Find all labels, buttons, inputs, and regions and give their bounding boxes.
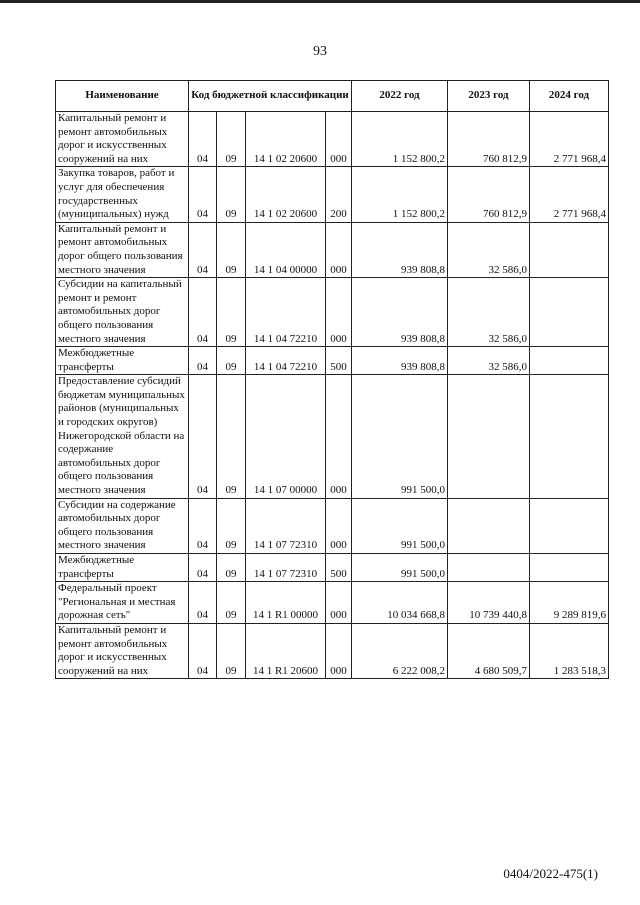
amount-2022: 1 152 800,2 bbox=[352, 167, 448, 222]
amount-2024: 2 771 968,4 bbox=[530, 112, 609, 167]
header-2022: 2022 год bbox=[352, 81, 448, 112]
row-name: Межбюджетные трансферты bbox=[56, 554, 189, 582]
code-expense-type: 000 bbox=[326, 112, 352, 167]
row-name: Субсидии на содержание автомобильных дорог общего пользования местного значения bbox=[56, 498, 189, 553]
page-number: 93 bbox=[313, 44, 327, 59]
amount-2023: 760 812,9 bbox=[448, 112, 530, 167]
code-target-article: 14 1 04 00000 bbox=[246, 222, 326, 277]
table-row bbox=[56, 347, 609, 375]
code-target-article: 14 1 07 72310 bbox=[246, 554, 326, 582]
amount-2024 bbox=[530, 278, 609, 347]
table-row bbox=[56, 498, 609, 553]
code-target-article: 14 1 02 20600 bbox=[246, 167, 326, 222]
table-row bbox=[56, 112, 609, 167]
code-subsection: 09 bbox=[217, 623, 246, 678]
amount-2022: 991 500,0 bbox=[352, 498, 448, 553]
row-name: Капитальный ремонт и ремонт автомобильных дорог общего пользования местного значения bbox=[56, 222, 189, 277]
amount-2023 bbox=[448, 554, 530, 582]
code-expense-type: 200 bbox=[326, 167, 352, 222]
amount-2024: 2 771 968,4 bbox=[530, 167, 609, 222]
header-code: Код бюджетной классификации bbox=[189, 81, 352, 112]
amount-2023: 32 586,0 bbox=[448, 347, 530, 375]
code-subsection: 09 bbox=[217, 167, 246, 222]
code-section: 04 bbox=[189, 582, 217, 624]
row-name: Капитальный ремонт и ремонт автомобильных дорог и искусственных сооружений на них bbox=[56, 112, 189, 167]
code-subsection: 09 bbox=[217, 582, 246, 624]
code-section: 04 bbox=[189, 112, 217, 167]
amount-2024 bbox=[530, 375, 609, 498]
code-section: 04 bbox=[189, 222, 217, 277]
row-name: Закупка товаров, работ и услуг для обеспечения государственных (муниципальных) нужд bbox=[56, 167, 189, 222]
row-name: Предоставление субсидий бюджетам муниципальных районов (муниципальных и городских округов) Нижегородской области на содержание автомобильных дорог общего пользования местного значения bbox=[56, 375, 189, 498]
header-name: Наименование bbox=[56, 81, 189, 112]
amount-2022: 10 034 668,8 bbox=[352, 582, 448, 624]
amount-2024 bbox=[530, 222, 609, 277]
amount-2022: 6 222 008,2 bbox=[352, 623, 448, 678]
table-header-row bbox=[56, 81, 609, 112]
amount-2022: 939 808,8 bbox=[352, 347, 448, 375]
row-name: Капитальный ремонт и ремонт автомобильных дорог и искусственных сооружений на них bbox=[56, 623, 189, 678]
code-expense-type: 000 bbox=[326, 278, 352, 347]
table-row bbox=[56, 375, 609, 498]
amount-2023: 760 812,9 bbox=[448, 167, 530, 222]
row-name: Межбюджетные трансферты bbox=[56, 347, 189, 375]
code-section: 04 bbox=[189, 167, 217, 222]
amount-2022: 991 500,0 bbox=[352, 554, 448, 582]
code-target-article: 14 1 R1 00000 bbox=[246, 582, 326, 624]
amount-2023: 32 586,0 bbox=[448, 278, 530, 347]
row-name: Субсидии на капитальный ремонт и ремонт автомобильных дорог общего пользования местного значения bbox=[56, 278, 189, 347]
code-expense-type: 000 bbox=[326, 222, 352, 277]
table-row bbox=[56, 222, 609, 277]
code-section: 04 bbox=[189, 554, 217, 582]
code-section: 04 bbox=[189, 375, 217, 498]
code-expense-type: 500 bbox=[326, 554, 352, 582]
code-target-article: 14 1 07 72310 bbox=[246, 498, 326, 553]
table-row bbox=[56, 623, 609, 678]
code-target-article: 14 1 R1 20600 bbox=[246, 623, 326, 678]
code-subsection: 09 bbox=[217, 222, 246, 277]
amount-2024 bbox=[530, 554, 609, 582]
table-row bbox=[56, 278, 609, 347]
table-row bbox=[56, 167, 609, 222]
code-subsection: 09 bbox=[217, 554, 246, 582]
code-subsection: 09 bbox=[217, 278, 246, 347]
amount-2023: 10 739 440,8 bbox=[448, 582, 530, 624]
amount-2022: 991 500,0 bbox=[352, 375, 448, 498]
code-expense-type: 000 bbox=[326, 623, 352, 678]
code-subsection: 09 bbox=[217, 347, 246, 375]
code-expense-type: 000 bbox=[326, 498, 352, 553]
code-section: 04 bbox=[189, 278, 217, 347]
amount-2022: 939 808,8 bbox=[352, 222, 448, 277]
amount-2024 bbox=[530, 498, 609, 553]
code-expense-type: 000 bbox=[326, 375, 352, 498]
amount-2024: 9 289 819,6 bbox=[530, 582, 609, 624]
code-target-article: 14 1 04 72210 bbox=[246, 278, 326, 347]
code-subsection: 09 bbox=[217, 112, 246, 167]
row-name: Федеральный проект "Региональная и местная дорожная сеть" bbox=[56, 582, 189, 624]
amount-2023 bbox=[448, 375, 530, 498]
budget-table bbox=[55, 80, 609, 679]
top-rule bbox=[0, 0, 640, 3]
code-subsection: 09 bbox=[217, 498, 246, 553]
amount-2022: 939 808,8 bbox=[352, 278, 448, 347]
header-2024: 2024 год bbox=[530, 81, 609, 112]
amount-2024 bbox=[530, 347, 609, 375]
amount-2023 bbox=[448, 498, 530, 553]
amount-2023: 32 586,0 bbox=[448, 222, 530, 277]
table-row bbox=[56, 554, 609, 582]
code-section: 04 bbox=[189, 498, 217, 553]
header-2023: 2023 год bbox=[448, 81, 530, 112]
table-row bbox=[56, 582, 609, 624]
code-subsection: 09 bbox=[217, 375, 246, 498]
amount-2023: 4 680 509,7 bbox=[448, 623, 530, 678]
document-code: 0404/2022-475(1) bbox=[503, 866, 598, 881]
code-expense-type: 000 bbox=[326, 582, 352, 624]
code-section: 04 bbox=[189, 347, 217, 375]
amount-2022: 1 152 800,2 bbox=[352, 112, 448, 167]
code-section: 04 bbox=[189, 623, 217, 678]
code-expense-type: 500 bbox=[326, 347, 352, 375]
code-target-article: 14 1 04 72210 bbox=[246, 347, 326, 375]
amount-2024: 1 283 518,3 bbox=[530, 623, 609, 678]
code-target-article: 14 1 02 20600 bbox=[246, 112, 326, 167]
code-target-article: 14 1 07 00000 bbox=[246, 375, 326, 498]
